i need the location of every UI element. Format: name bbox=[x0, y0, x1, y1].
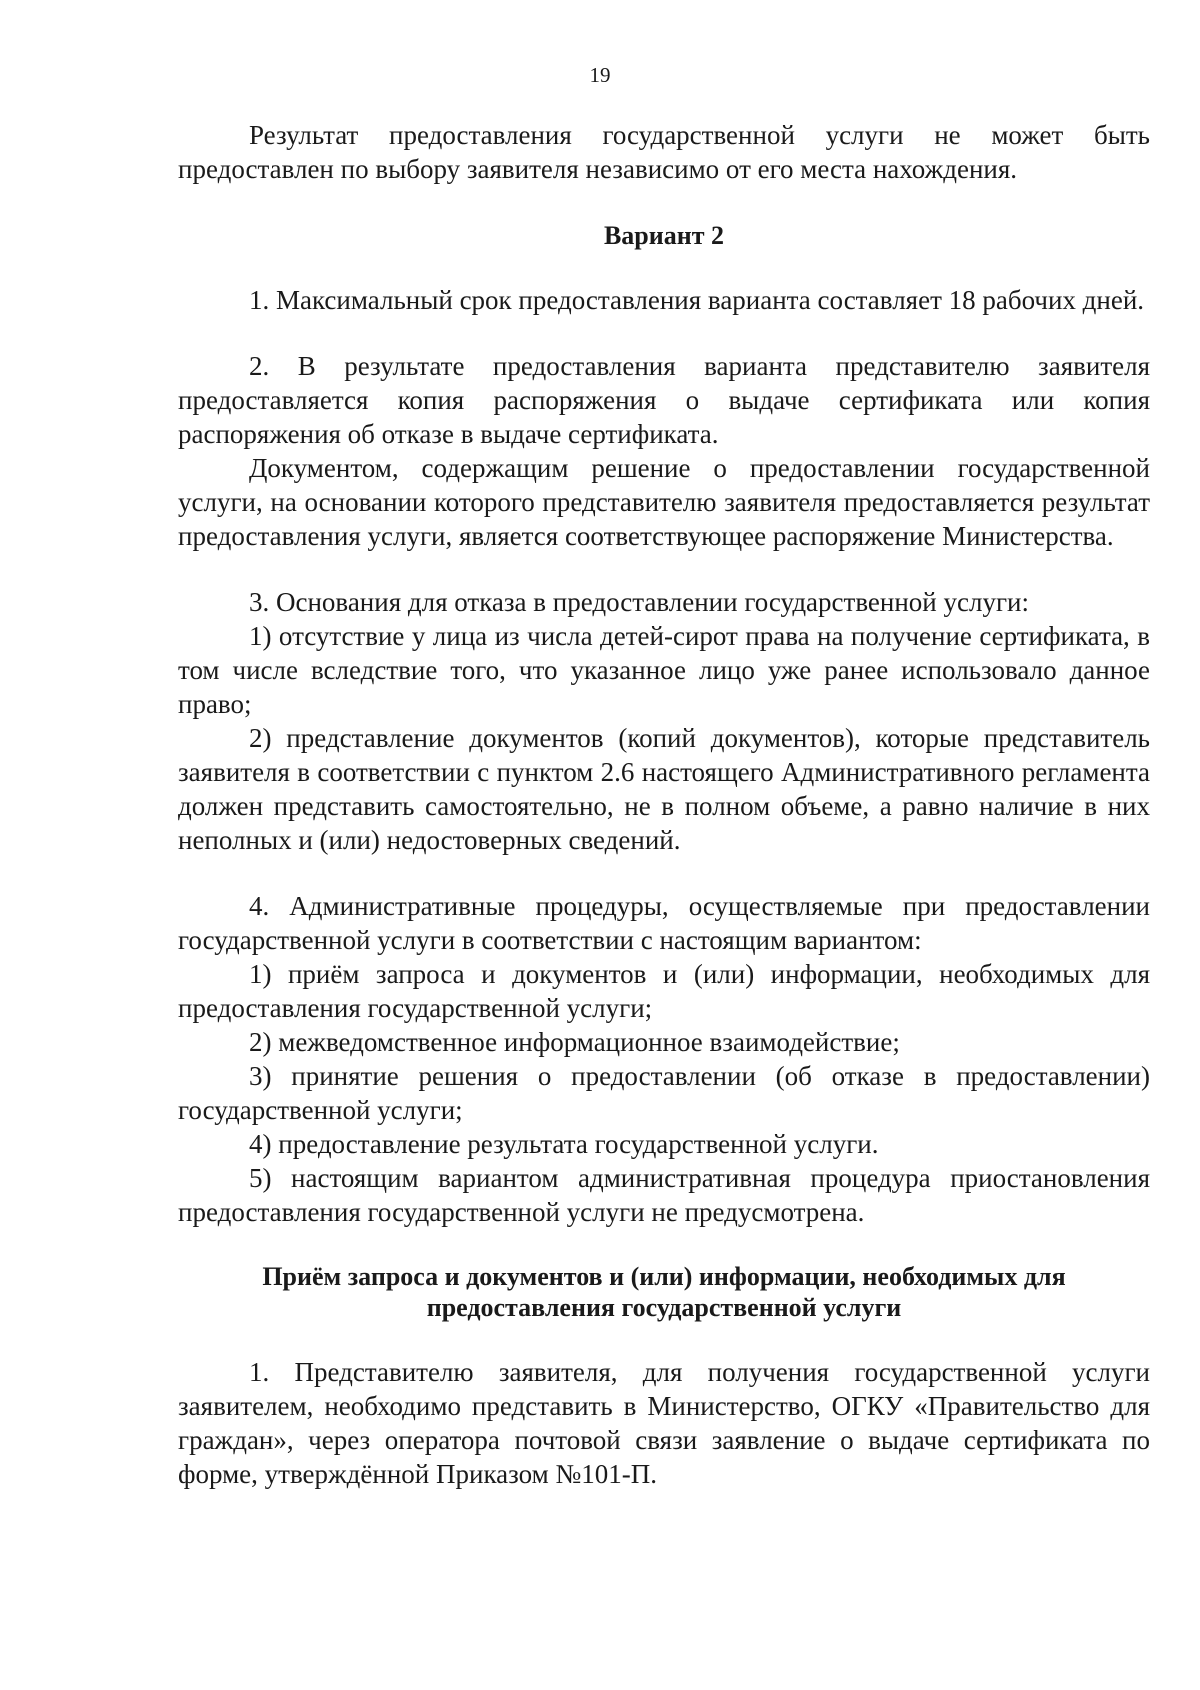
spacer bbox=[178, 1323, 1150, 1355]
list-item-procedure-3: 3) принятие решения о предоставлении (об отказе в предоставлении) государственной услуги; bbox=[178, 1061, 1150, 1125]
heading-variant-2: Вариант 2 bbox=[603, 221, 725, 250]
list-item-procedure-2: 2) межведомственное информационное взаимодействие; bbox=[249, 1027, 900, 1057]
list-item-procedure-4: 4) предоставление результата государственной услуги. bbox=[249, 1129, 879, 1159]
spacer bbox=[178, 1229, 1150, 1261]
page-number: 19 bbox=[589, 63, 611, 87]
list-item-refusal-2: 2) представление документов (копий документов), которые представитель заявителя в соответствии с пунктом 2.6 настоящего Административного регламента должен представить самостоятельно, не в полном объеме, а равно наличие в них неполных и (или) недостоверных сведений. bbox=[178, 723, 1150, 855]
list-item-refusal-1: 1) отсутствие у лица из числа детей-сирот права на получение сертификата, в том числе вследствие того, что указанное лицо уже ранее использовало данное право; bbox=[178, 621, 1150, 719]
paragraph-admin-procedures: 4. Административные процедуры, осуществляемые при предоставлении государственной услуги в соответствии с настоящим вариантом: bbox=[178, 891, 1150, 955]
page-content bbox=[178, 118, 1150, 1491]
paragraph-result-copy: 2. В результате предоставления варианта представителю заявителя предоставляется копия распоряжения о выдаче сертификата или копия распоряжения об отказе в выдаче сертификата. bbox=[178, 351, 1150, 449]
paragraph-refusal-grounds: 3. Основания для отказа в предоставлении государственной услуги: bbox=[249, 587, 1029, 617]
paragraph-result-location: Результат предоставления государственной услуги не может быть предоставлен по выбору заявителя независимо от его места нахождения. bbox=[178, 120, 1150, 184]
paragraph-decision-document: Документом, содержащим решение о предоставлении государственной услуги, на основании которого представителю заявителя предоставляется результат предоставления услуги, является соответствующее распоряжение Министерства. bbox=[178, 453, 1150, 551]
spacer bbox=[178, 251, 1150, 283]
paragraph-max-term: 1. Максимальный срок предоставления варианта составляет 18 рабочих дней. bbox=[249, 285, 1145, 315]
list-item-procedure-1: 1) приём запроса и документов и (или) информации, необходимых для предоставления государственной услуги; bbox=[178, 959, 1150, 1023]
spacer bbox=[178, 317, 1150, 349]
spacer bbox=[178, 857, 1150, 889]
paragraph-submission: 1. Представителю заявителя, для получения государственной услуги заявителем, необходимо представить в Министерство, ОГКУ «Правительство для граждан», через оператора почтовой связи заявление о выдаче сертификата по форме, утверждённой Приказом №101-П. bbox=[178, 1357, 1150, 1489]
spacer bbox=[178, 186, 1150, 220]
list-item-procedure-5: 5) настоящим вариантом административная процедура приостановления предоставления государственной услуги не предусмотрена. bbox=[178, 1163, 1150, 1227]
spacer bbox=[178, 553, 1150, 585]
section-heading-line-2: предоставления государственной услуги bbox=[426, 1293, 902, 1322]
section-heading-line-1: Приём запроса и документов и (или) информации, необходимых для bbox=[262, 1262, 1066, 1291]
